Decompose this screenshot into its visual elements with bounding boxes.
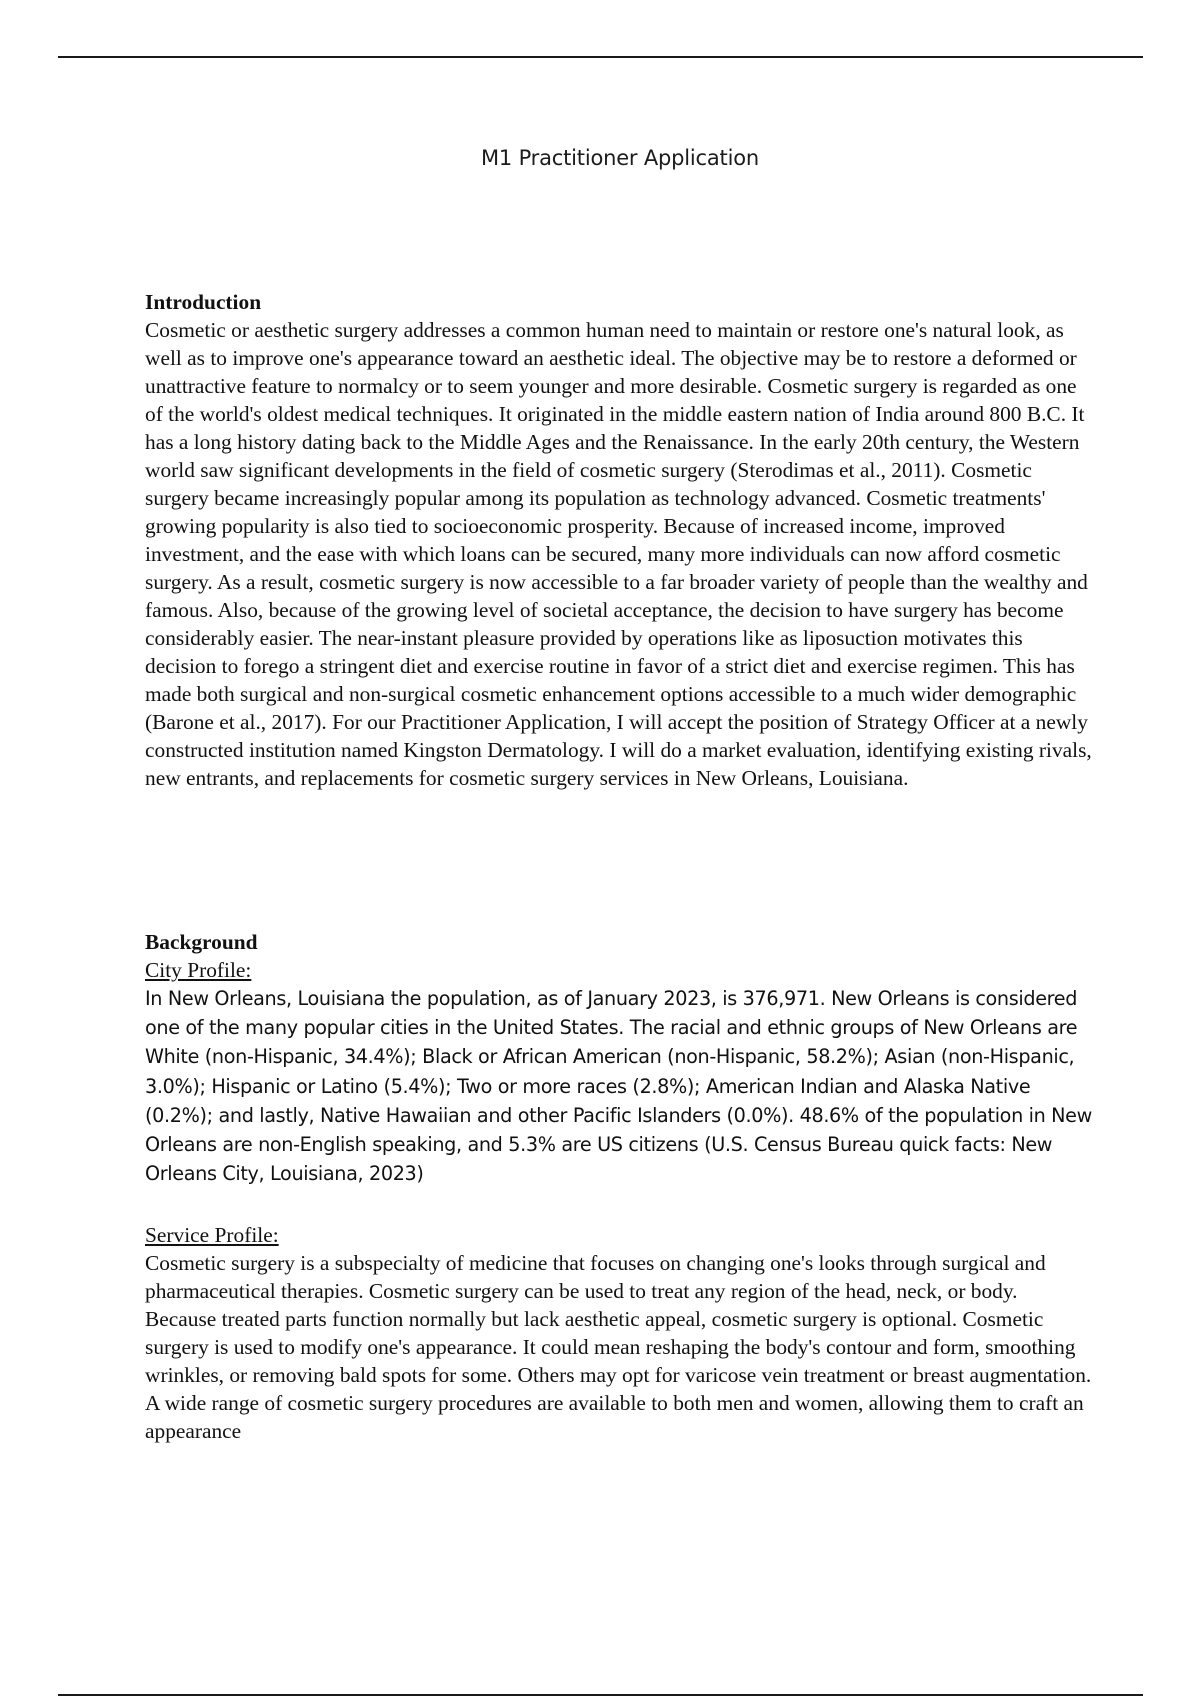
city-profile-label: City Profile: [145,958,252,982]
page-bottom-rule [58,1694,1143,1696]
introduction-section [145,288,1093,792]
document-title: M1 Practitioner Application [481,146,759,170]
introduction-paragraph: Cosmetic or aesthetic surgery addresses a common human need to maintain or restore one's natural look, as well as to improve one's appearance toward an aesthetic ideal. The objective may be to restore a deformed or unattractive feature to normalcy or to seem younger and more desirable. Cosmetic surgery is regarded as one of the world's oldest medical techniques. It originated in the middle eastern nation of India around 800 B.C. It has a long history dating back to the Middle Ages and the Renaissance. In the early 20th century, the Western world saw significant developments in the field of cosmetic surgery (Sterodimas et al., 2011). Cosmetic surgery became increasingly popular among its population as technology advanced. Cosmetic treatments' growing popularity is also tied to socioeconomic prosperity. Because of increased income, improved investment, and the ease with which loans can be secured, many more individuals can now afford cosmetic surgery. As a result, cosmetic surgery is now accessible to a far broader variety of people than the wealthy and famous. Also, because of the growing level of societal acceptance, the decision to have surgery has become considerably easier. The near-instant pleasure provided by operations like as liposuction motivates this decision to forego a stringent diet and exercise routine in favor of a strict diet and exercise regimen. This has made both surgical and non-surgical cosmetic enhancement options accessible to a much wider demographic (Barone et al., 2017). For our Practitioner Application, I will accept the position of Strategy Officer at a newly constructed institution named Kingston Dermatology. I will do a market evaluation, identifying existing rivals, new entrants, and replacements for cosmetic surgery services in New Orleans, Louisiana. [145,318,1092,790]
service-profile-paragraph: Cosmetic surgery is a subspecialty of medicine that focuses on changing one's looks through surgical and pharmaceutical therapies. Cosmetic surgery can be used to treat any region of the head, neck, or body. Because treated parts function normally but lack aesthetic appeal, cosmetic surgery is optional. Cosmetic surgery is used to modify one's appearance. It could mean reshaping the body's contour and form, smoothing wrinkles, or removing bald spots for some. Others may opt for varicose vein treatment or breast augmentation. A wide range of cosmetic surgery procedures are available to both men and women, allowing them to craft an appearance [145,1251,1092,1443]
background-section [145,928,1093,1188]
introduction-heading: Introduction [145,290,262,314]
service-profile-label: Service Profile: [145,1223,279,1247]
background-heading: Background [145,930,258,954]
service-profile-section [145,1221,1093,1445]
page-top-rule [58,56,1143,58]
city-profile-paragraph: In New Orleans, Louisiana the population, as of January 2023, is 376,971. New Orleans is considered one of the many popular cities in the United States. The racial and ethnic groups of New Orleans are White (non-Hispanic, 34.4%); Black or African American (non-Hispanic, 58.2%); Asian (non-Hispanic, 3.0%); Hispanic or Latino (5.4%); Two or more races (2.8%); American Indian and Alaska Native (0.2%); and lastly, Native Hawaiian and other Pacific Islanders (0.0%). 48.6% of the population in New Orleans are non-English speaking, and 5.3% are US citizens (U.S. Census Bureau quick facts: New Orleans City, Louisiana, 2023) [145,987,1092,1186]
